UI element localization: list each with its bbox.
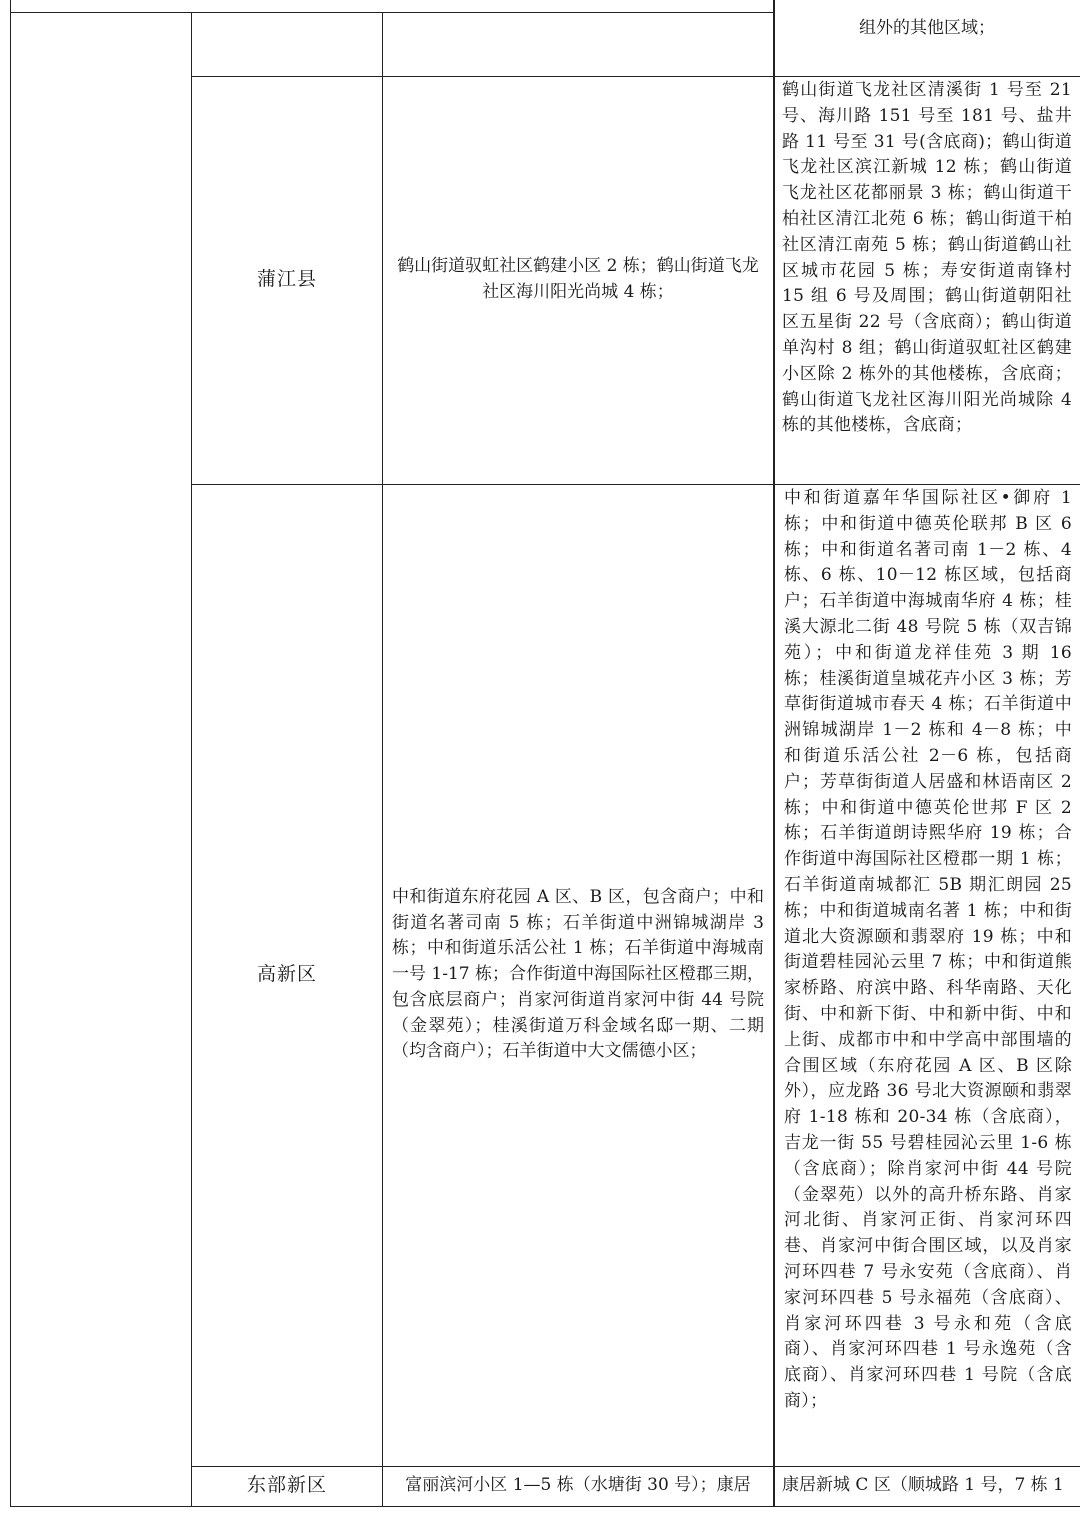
sealed-area-cell (382, 484, 774, 1466)
controlled-area-text: 中和街道嘉年华国际社区•御府 1 栋；中和街道中德英伦联邦 B 区 6 栋；中和街道名著司南 1－2 栋、4 栋、6 栋、10－12 栋区域，包括商户；石羊街道中海城南华府 4 栋；桂溪大源北二街 48 号院 5 栋（双吉锦苑）；中和街道龙祥佳苑 3 期 16 栋；桂溪街道皇城花卉小区 3 栋；芳草街街道城市春天 4 栋；石羊街道中洲锦城湖岸 1－2 栋和 4－8 栋；中和街道乐活公社 2－6 栋，包括商户；芳草街街道人居盛和林语南区 2 栋；中和街道中德英伦世邦 F 区 2 栋；石羊街道朗诗熙华府 19 栋；合作街道中海国际社区橙郡一期 1 栋；石羊街道南城都汇 5B 期汇朗园 25 栋；中和街道城南名著 1 栋；中和街道北大资源颐和翡翠府 19 栋；中和街道碧桂园沁云里 7 栋；中和街道熊家桥路、府滨中路、科华南路、天化街、中和新下街、中和新中街、中和上街、成都市中和中学高中部围墙的合围区域（东府花园 A 区、B 区除外），应龙路 36 号北大资源颐和翡翠府 1-18 栋和 20-34 栋（含底商），吉龙一街 55 号碧桂园沁云里 1-6 栋（含底商）；除肖家河中街 44 号院（金翠苑）以外的高升桥东路、肖家河北街、肖家河正街、肖家河环四巷、肖家河中街合围区域，以及肖家河环四巷 7 号永安苑（含底商）、肖家河环四巷 5 号永福苑（含底商）、肖家河环四巷 3 号永和苑（含底商）、肖家河环四巷 1 号永逸苑（含底商）、肖家河环四巷 1 号院（含底商）； (784, 488, 1072, 1411)
district-cell (192, 76, 382, 484)
table-border-bottom (10, 1506, 1080, 1507)
sealed-area-cell (382, 12, 774, 76)
table-divider (191, 484, 1080, 485)
sealed-area-text: 鹤山街道驭虹社区鹤建小区 2 栋；鹤山街道飞龙社区海川阳光尚城 4 栋； (397, 256, 759, 302)
district-name: 蒲江县 (256, 268, 317, 291)
controlled-area-cell (774, 1466, 1080, 1506)
table-border-left (10, 0, 11, 1506)
sealed-area-text: 富丽滨河小区 1—5 栋（水塘街 30 号）；康居 (405, 1475, 751, 1496)
table-divider (382, 12, 383, 1506)
sealed-area-cell (382, 1466, 774, 1506)
district-name: 高新区 (256, 963, 317, 986)
controlled-area-text: 组外的其他区域； (859, 18, 995, 38)
sealed-area-text: 中和街道东府花园 A 区、B 区，包含商户；中和街道名著司南 5 栋；石羊街道中洲锦城湖岸 3 栋；中和街道乐活公社 1 栋；石羊街道中海城南一号 1-17 栋；合作街道中海国际社区橙郡三期，包含底层商户；肖家河街道肖家河中街 44 号院（金翠苑）；桂溪街道万科金域名邸一期、二期（均含商户）；石羊街道中大文儒德小区； (392, 886, 764, 1062)
table-divider (191, 1466, 1080, 1467)
table-divider (773, 0, 775, 1506)
district-cell (192, 1466, 382, 1506)
table-divider (191, 76, 1080, 77)
table-border-top (10, 12, 774, 13)
sealed-area-cell (382, 76, 774, 484)
district-cell (192, 12, 382, 76)
district-name: 东部新区 (246, 1474, 327, 1497)
controlled-area-cell (774, 0, 1080, 76)
controlled-area-text: 康居新城 C 区（顺城路 1 号，7 栋 1 (782, 1475, 1064, 1496)
district-cell (192, 484, 382, 1466)
controlled-area-text: 鹤山街道飞龙社区清溪街 1 号至 21 号、海川路 151 号至 181 号、盐井路 11 号至 31 号(含底商)；鹤山街道飞龙社区滨江新城 12 栋；鹤山街道飞龙社区花都丽景 3 栋；鹤山街道干柏社区清江北苑 6 栋；鹤山街道干柏社区清江南苑 5 栋；鹤山街道鹤山社区城市花园 5 栋；寿安街道南锋村 15 组 6 号及周围；鹤山街道朝阳社区五星街 22 号（含底商）；鹤山街道单沟村 8 组；鹤山街道驭虹社区鹤建小区除 2 栋外的其他楼栋，含底商；鹤山街道飞龙社区海川阳光尚城除 4 栋的其他楼栋，含底商； (782, 80, 1072, 436)
controlled-area-cell (774, 76, 1080, 484)
controlled-area-cell (774, 484, 1080, 1466)
table-divider (191, 12, 192, 1506)
